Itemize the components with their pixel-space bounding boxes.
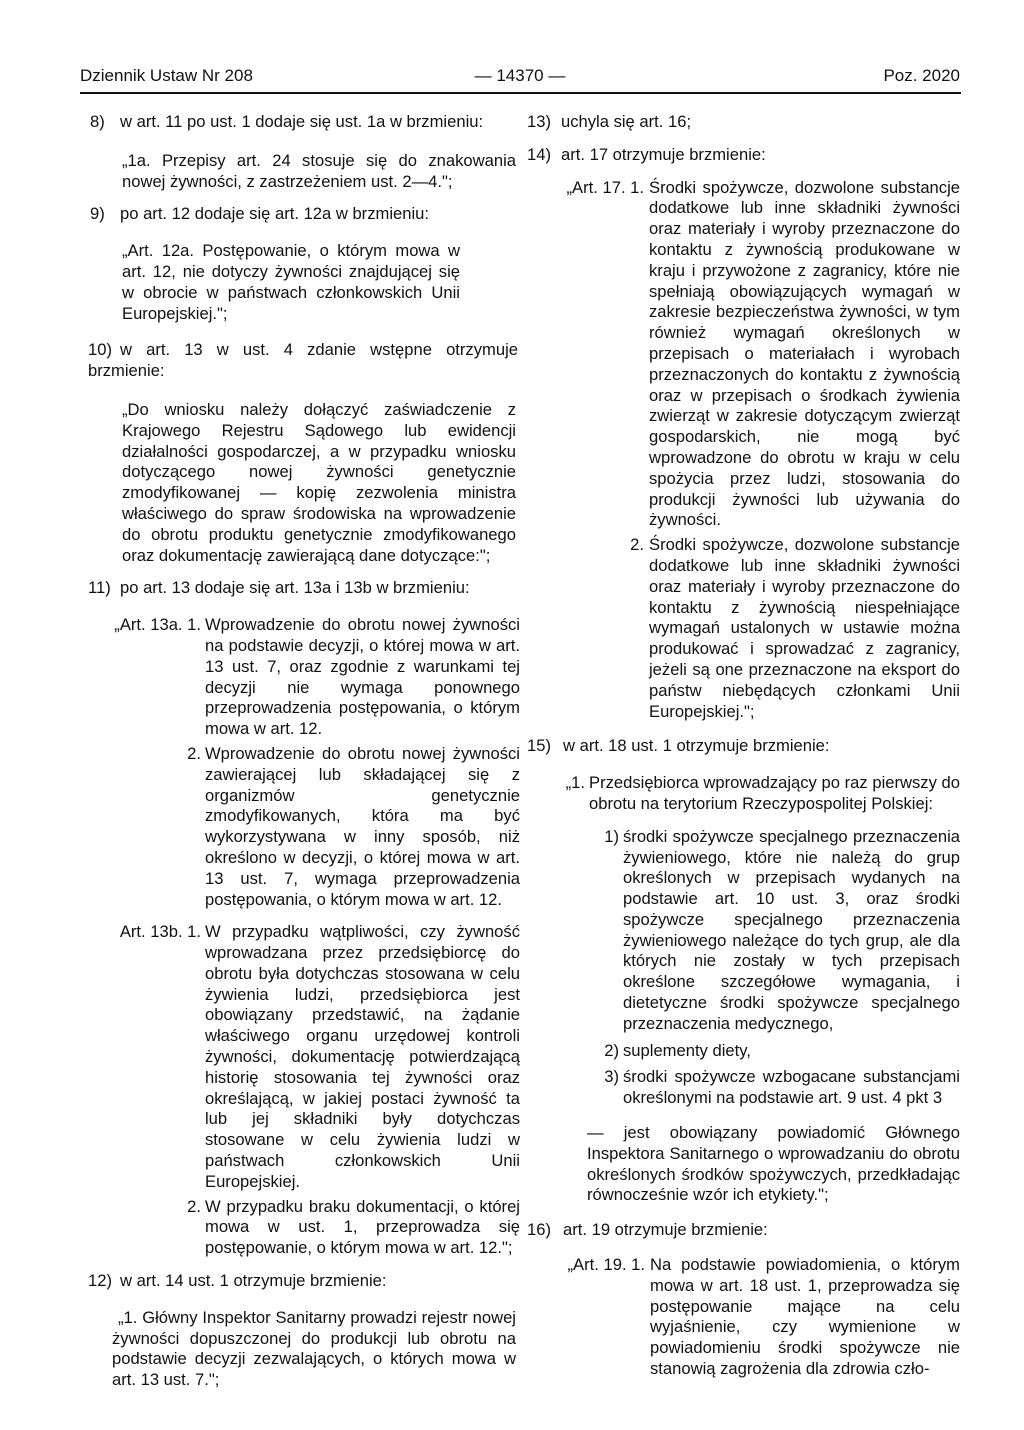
position-number: Poz. 2020 [883,66,960,85]
article-label: „Art. 13a. 1. [114,615,201,635]
paragraph-text: Przedsiębiorca wprowadzający po raz pierwszy do obrotu na terytorium Rzeczypospolitej Polskiej: [589,773,960,813]
item-11 [88,578,520,599]
item-heading: w art. 11 po ust. 1 dodaje się ust. 1a w brzmieniu: [120,112,484,131]
point-number: 3) [604,1067,619,1087]
article-13b [88,922,520,1192]
paragraph-number: 2. [187,1196,201,1216]
item-14 [527,145,964,166]
quote-text: „1. Główny Inspektor Sanitarny prowadzi rejestr nowej żywności dopuszczonej do produkcji lub obrotu na podstawie decyzji zezwalających, o których mowa w art. 13 ust. 7."; [112,1307,516,1390]
paragraph-text: W przypadku braku dokumentacji, o której mowa w ust. 1, przeprowadza się postępowanie, o którym mowa w art. 12."; [205,1196,520,1258]
paragraph-text: Wprowadzenie do obrotu nowej żywności na podstawie decyzji, o której mowa w art. 13 ust. 7, oraz zgodnie z warunkami tej decyzji nie wymaga ponownego przeprowadzenia postępowania, o którym mowa w art. 12. [205,615,520,739]
item-number: 16) [527,1220,551,1240]
item-9 [90,204,520,225]
item-8 [90,112,520,133]
item-heading: po art. 12 dodaje się art. 12a w brzmieniu: [120,204,430,224]
paragraph-text: Środki spożywcze, dozwolone substancje dodatkowe lub inne składniki żywności oraz materiały i wyroby przeznaczone do kontaktu z żywnością niespełniające wymagań ustalonych w ustawie można produkować i sprowadzać z zagranicy, jeżeli są one przeznaczone na eksport do państw niebędących członkami Unii Europejskiej."; [649,535,960,721]
item-number: 15) [527,736,551,756]
header-rule [80,92,961,94]
paragraph-text: W przypadku wątpliwości, czy żywność wprowadzana przez przedsiębiorcę do obrotu była dotychczas stosowana w celu żywienia ludzi, przedsiębiorca jest obowiązany przedstawić, na żądanie właściwego organu urzędowej kontroli żywności, dokumentację potwierdzającą historię stosowania tej żywności oraz określającą, w jakiej postaci żywność ta lub jej składniki były dotychczas stosowane w celu żywienia ludzi w państwach członkowskich Unii Europejskiej. [205,922,520,1191]
item-10 [88,340,520,382]
quote-text: „Art. 12a. Postępowanie, o którym mowa w art. 12, nie dotyczy żywności znajdującej się w obrocie w państwach członkowskich Unii Europejskiej."; [122,241,460,323]
item-12 [88,1271,520,1292]
article-13a [88,615,520,740]
art18-point-2 [527,1041,964,1062]
paragraph-number: 2. [630,535,644,555]
item-heading: uchyla się art. 16; [561,112,692,131]
item-number: 8) [90,112,105,131]
point-number: 1) [604,826,619,846]
paragraph-text: Na podstawie powiadomienia, o którym mowa w art. 18 ust. 1, przeprowadza się postępowanie mające na celu wyjaśnienie, czy wymienione w powiadomieniu środki spożywcze nie stanowią zagrożenia dla zdrowia czło- [650,1255,960,1379]
paragraph-number: „1. [565,773,585,793]
article-label: „Art. 17. 1. [566,177,644,197]
right-column [527,112,964,1380]
quote-text: „1a. Przepisy art. 24 stosuje się do znakowania nowej żywności, z zastrzeżeniem ust. 2—4."; [122,150,516,191]
art18-point-3 [527,1067,964,1109]
quote-text: „Do wniosku należy dołączyć zaświadczenie z Krajowego Rejestru Sądowego lub ewidencji działalności gospodarczej, a w przypadku wniosku dotyczącego nowej żywności genetycznie zmodyfikowanej — kopię zezwolenia ministra właściwego do spraw środowiska na wprowadzenie do obrotu produktu genetycznie zmodyfikowanego oraz dokumentację zawierającą dane dotyczące:"; [122,399,516,565]
paragraph-text: Środki spożywcze, dozwolone substancje dodatkowe lub inne składniki żywności oraz materiały i wyroby przeznaczone do kontaktu z żywnością produkowane w kraju i przywożone z zagranicy, które nie spełniają obowiązujących wymagań w zakresie bezpieczeństwa żywności, w tym również wymagań określonych w przepisach o materiałach i wyrobach przeznaczonych do kontaktu z żywnością oraz w przepisach o środkach żywienia zwierząt w zakresie dotyczącym zwierząt gospodarskich, nie mogą być wprowadzone do obrotu w kraju w celu spożycia przez ludzi, stosowania do produkcji żywności lub używania do żywności. [649,177,960,530]
item-number: 14) [527,144,551,164]
point-number: 2) [604,1040,619,1060]
article-17-par2 [527,535,964,722]
item-heading: w art. 14 ust. 1 otrzymuje brzmienie: [120,1271,387,1291]
article-label: „Art. 19. 1. [567,1255,645,1275]
point-text: środki spożywcze wzbogacane substancjami określonymi na podstawie art. 9 ust. 4 pkt 3 [623,1067,960,1108]
item-15 [527,736,964,757]
item-heading: art. 17 otrzymuje brzmienie: [561,144,766,164]
item-heading: w art. 13 w ust. 4 zdanie wstępne otrzymuje brzmienie: [88,340,518,381]
left-column [88,112,520,1391]
item-16 [527,1220,964,1241]
point-text: suplementy diety, [623,1040,751,1060]
point-text: środki spożywcze specjalnego przeznaczenia żywieniowego, które nie należą do grup określonych w przepisach wydanych na podstawie art. 10 ust. 3, oraz środki spożywcze specjalnego przeznaczenia żywieniowego należące do tych grup, ale dla których nie zostały w tych przepisach określone szczegółowe wymagania, i dietetyczne środki spożywcze specjalnego przeznaczenia medycznego, [623,826,960,1033]
item-number: 13) [527,112,551,131]
page-number: — 14370 — [474,66,566,85]
item-number: 9) [90,204,105,224]
article-label: Art. 13b. 1. [119,922,201,942]
paragraph-number: 2. [187,743,201,763]
item-heading: w art. 18 ust. 1 otrzymuje brzmienie: [563,736,830,756]
art18-tail: — jest obowiązany powiadomić Głównego Inspektora Sanitarnego o wprowadzaniu do obrotu określonych środków spożywczych, przedkładając równocześnie wzór ich etykiety."; [587,1123,960,1205]
art18-intro [527,773,964,815]
item-heading: art. 19 otrzymuje brzmienie: [563,1220,768,1240]
art18-point-1 [527,827,964,1035]
article-13b-par2 [88,1197,520,1259]
running-header [80,66,960,92]
article-17 [527,178,964,532]
item-heading: po art. 13 dodaje się art. 13a i 13b w brzmieniu: [120,578,470,598]
article-13a-par2 [88,744,520,910]
item-13 [527,112,964,133]
paragraph-text: Wprowadzenie do obrotu nowej żywności zawierającej lub składającej się z organizmów genetycznie zmodyfikowanych, która ma być wykorzystywana w inny sposób, niż określono w decyzji, o której mowa w art. 13 ust. 7, wymaga przeprowadzenia postępowania, o którym mowa w art. 12. [205,743,520,909]
item-number: 10) [88,340,112,360]
item-number: 11) [88,578,111,598]
article-19 [527,1255,964,1380]
journal-name: Dziennik Ustaw Nr 208 [80,66,253,85]
item-number: 12) [88,1271,112,1291]
